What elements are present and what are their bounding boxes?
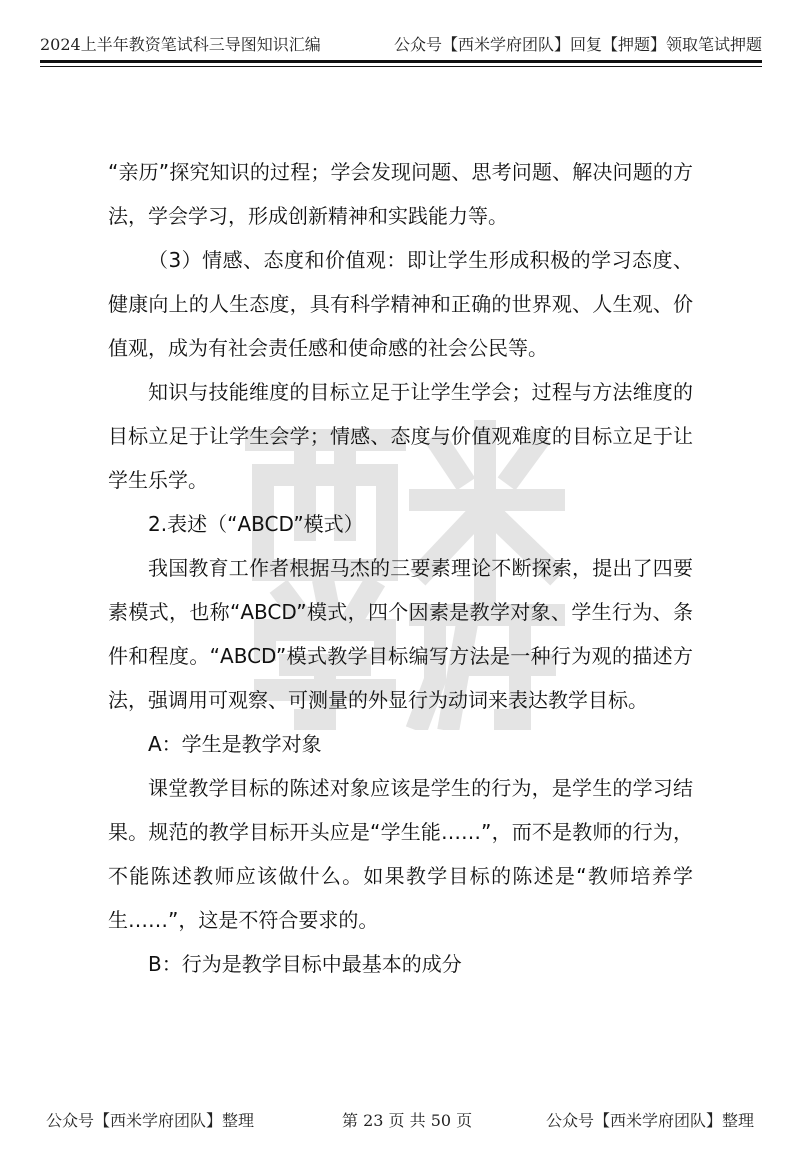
page-body [108, 150, 693, 986]
paragraph-dimension-summary: 知识与技能维度的目标立足于让学生学会；过程与方法维度的目标立足于让学生会学；情感、态度与价值观难度的目标立足于让学生乐学。 [108, 380, 693, 492]
header-title: 2024上半年教资笔试科三导图知识汇编 [40, 35, 321, 54]
paragraph-process-methods-continued: “亲历”探究知识的过程；学会发现问题、思考问题、解决问题的方法，学会学习，形成创新精神和实践能力等。 [108, 160, 693, 228]
header-promo: 公众号【西米学府团队】回复【押题】领取笔试押题 [393, 35, 762, 54]
subheading-b-behavior: B：行为是教学目标中最基本的成分 [148, 952, 462, 976]
footer-left-credit: 公众号【西米学府团队】整理 [46, 1111, 255, 1130]
paragraph-abcd-intro: 我国教育工作者根据马杰的三要素理论不断探索，提出了四要素模式，也称“ABCD”模式，四个因素是教学对象、学生行为、条件和程度。“ABCD”模式教学目标编写方法是一种行为观的描述方法，强调用可观察、可测量的外显行为动词来表达教学目标。 [108, 556, 693, 712]
paragraph-a-explanation: 课堂教学目标的陈述对象应该是学生的行为，是学生的学习结果。规范的教学目标开头应是“学生能……”，而不是教师的行为，不能陈述教师应该做什么。如果教学目标的陈述是“教师培养学生……”，这是不符合要求的。 [108, 776, 693, 932]
header-rule-thick [40, 60, 762, 63]
header-rule-thin [40, 66, 762, 67]
page-number: 第 23 页 共 50 页 [342, 1111, 473, 1130]
footer-right-credit: 公众号【西米学府团队】整理 [545, 1111, 754, 1130]
page-footer [0, 1108, 800, 1138]
section-heading-abcd: 2.表述（“ABCD”模式） [148, 512, 364, 536]
subheading-a-audience: A：学生是教学对象 [148, 732, 322, 756]
paragraph-emotion-attitude-values: （3）情感、态度和价值观：即让学生形成积极的学习态度、健康向上的人生态度，具有科学精神和正确的世界观、人生观、价值观，成为有社会责任感和使命感的社会公民等。 [108, 248, 693, 360]
